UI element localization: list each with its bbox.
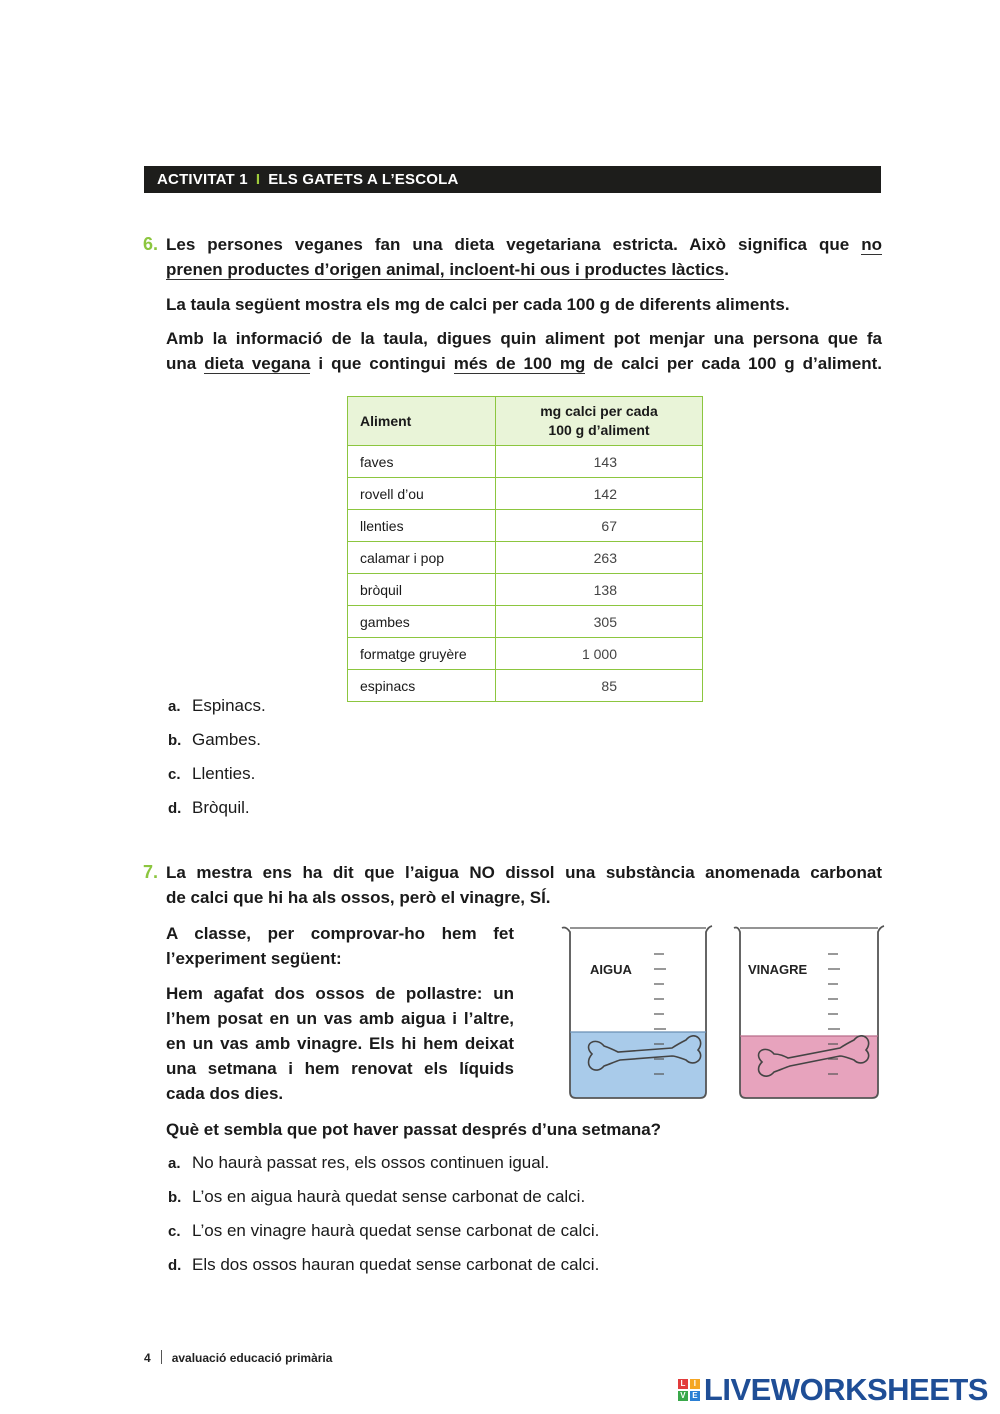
calcium-cell: 1 000 [496,638,703,670]
food-cell: gambes [348,606,496,638]
logo-letter-e: E [690,1391,700,1401]
food-cell: espinacs [348,670,496,702]
food-cell: faves [348,446,496,478]
liveworksheets-logo [678,1372,988,1408]
calcium-cell: 263 [496,542,703,574]
table-row [348,510,703,542]
logo-text: LIVEWORKSHEETS [703,1372,988,1407]
q6-underline-no: no [861,235,882,254]
q6-underline-100mg: més de 100 mg [453,354,586,373]
calcium-cell: 138 [496,574,703,606]
option-letter: d. [168,1257,182,1274]
option-text: Bròquil. [192,798,250,817]
calcium-cell: 142 [496,478,703,510]
q6-underline-products: prenen productes d’origen animal, incloent-hi ous i productes làctics [166,260,725,279]
activity-title: ELS GATETS A L’ESCOLA [268,171,459,188]
logo-grid-icon [678,1379,700,1401]
option-text: L’os en vinagre haurà quedat sense carbonat de calci. [192,1221,600,1240]
q7-option-a[interactable] [168,1153,549,1173]
table-row [348,478,703,510]
calcium-cell: 67 [496,510,703,542]
footer-divider [161,1350,162,1364]
water-label: AIGUA [590,962,632,977]
option-letter: d. [168,800,182,817]
header-food: Aliment [348,397,496,446]
q7-question: Què et sembla que pot haver passat després d’una setmana? [166,1120,662,1139]
q6-option-a[interactable] [168,696,266,716]
water-beaker [562,926,712,1098]
beakers-illustration [556,922,886,1102]
q6-intro-line1 [166,232,882,257]
q6-intro-end: . [724,260,729,279]
page-number: 4 [144,1351,151,1365]
food-cell: bròquil [348,574,496,606]
q7-intro-line2: de calci que hi ha als ossos, però el vinagre, SÍ. [166,888,551,907]
option-text: Llenties. [192,764,256,783]
vinegar-label: VINAGRE [748,962,808,977]
header-separator: I [255,171,261,188]
q6-intro-line2 [166,257,882,282]
table-row [348,606,703,638]
header-calcium-line2: 100 g d’aliment [548,422,650,438]
q6-intro-text: Les persones veganes fan una dieta vegetariana estricta. Això significa que [166,235,850,254]
option-text: Espinacs. [192,696,266,715]
vinegar-beaker [734,926,884,1098]
table-row [348,446,703,478]
food-cell: calamar i pop [348,542,496,574]
table-row [348,542,703,574]
activity-header [144,166,881,193]
food-cell: rovell d’ou [348,478,496,510]
q6-option-c[interactable] [168,764,255,784]
q6-question-text-c: de calci per cada 100 g d’aliment. [593,354,882,373]
q7-experiment-intro: A classe, per comprovar-ho hem fet l’experiment següent: [166,924,514,968]
q7-option-d[interactable] [168,1255,599,1275]
q6-table-intro: La taula següent mostra els mg de calci per cada 100 g de diferents aliments. [166,295,790,314]
logo-letter-i: I [690,1379,700,1389]
calcium-cell: 305 [496,606,703,638]
logo-letter-v: V [678,1391,688,1401]
option-letter: a. [168,1155,181,1172]
q6-underline-vegan-diet: dieta vegana [204,354,311,373]
q6-option-d[interactable] [168,798,250,818]
calcium-table-header [348,397,703,446]
table-row [348,638,703,670]
footer-text: avaluació educació primària [171,1351,333,1365]
logo-letter-l: L [678,1379,688,1389]
q6-option-b[interactable] [168,730,261,750]
page-footer [144,1350,332,1365]
option-text: L’os en aigua haurà quedat sense carbonat de calci. [192,1187,586,1206]
q7-experiment-text: Hem agafat dos ossos de pollastre: un l’hem posat en un vas amb aigua i l’altre, en un vas amb vinagre. Els hi hem deixat una setmana i hem renovat els líquids cada dos dies. [166,984,514,1103]
table-row [348,670,703,702]
q6-question-line1: Amb la informació de la taula, digues quin aliment pot menjar una persona que fa [166,329,882,348]
option-text: No haurà passat res, els ossos continuen igual. [192,1153,550,1172]
option-text: Els dos ossos hauran quedat sense carbonat de calci. [192,1255,600,1274]
option-letter: b. [168,1189,182,1206]
header-calcium-line1: mg calci per cada [540,403,658,419]
q7-option-b[interactable] [168,1187,585,1207]
option-letter: c. [168,1223,181,1240]
option-letter: b. [168,732,182,749]
food-cell: formatge gruyère [348,638,496,670]
q6-question-text-a: una [166,354,197,373]
option-letter: a. [168,698,181,715]
food-cell: llenties [348,510,496,542]
q7-option-c[interactable] [168,1221,599,1241]
option-letter: c. [168,766,181,783]
calcium-cell: 143 [496,446,703,478]
table-row [348,574,703,606]
calcium-cell: 85 [496,670,703,702]
q7-intro-line1: La mestra ens ha dit que l’aigua NO dissol una substància anomenada carbonat [166,863,882,882]
option-text: Gambes. [192,730,261,749]
q6-question-line2 [166,351,882,376]
q6-question-text-b: i que contingui [318,354,446,373]
header-calcium [496,397,703,446]
question-6-number: 6. [143,234,159,254]
calcium-table [347,396,703,702]
activity-number: ACTIVITAT 1 [157,171,248,188]
question-7-number: 7. [143,862,159,882]
